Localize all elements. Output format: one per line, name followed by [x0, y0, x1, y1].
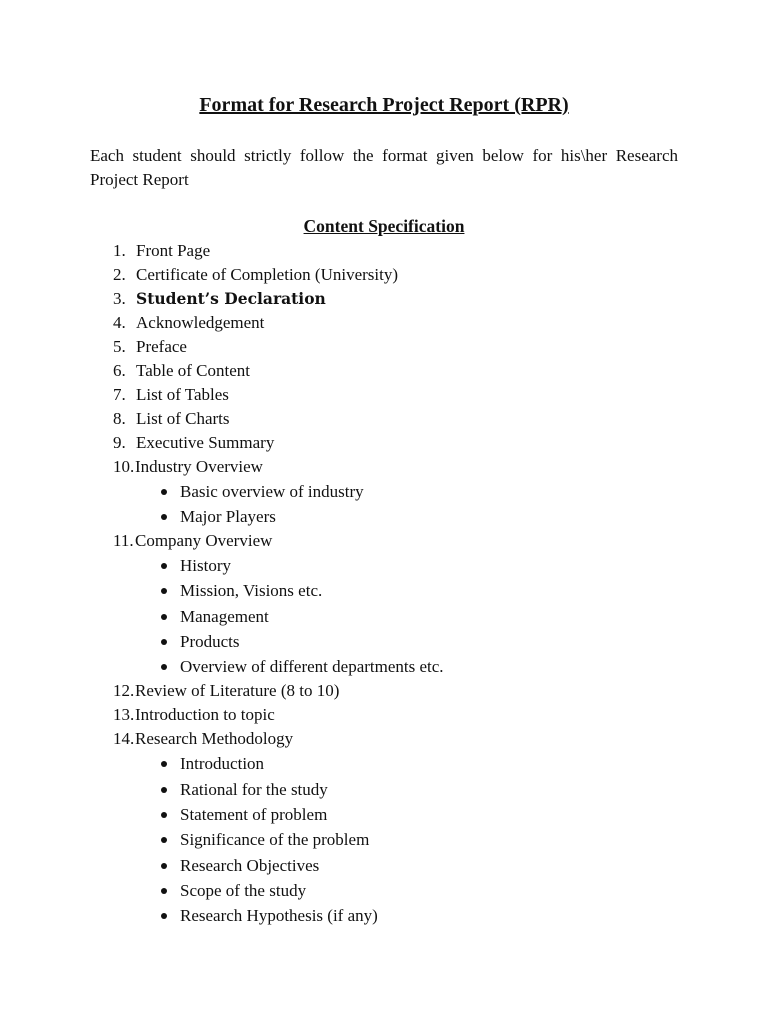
section-heading: Content Specification	[303, 216, 465, 236]
page-title: Format for Research Project Report (RPR)	[199, 94, 569, 116]
bullet-item: Mission, Visions etc.	[180, 581, 323, 600]
bullet-item: Research Objectives	[180, 856, 320, 875]
bullet-icon	[161, 639, 167, 645]
list-item-label: Review of Literature (8 to 10)	[135, 681, 340, 700]
list-item-label: List of Charts	[136, 409, 230, 428]
bullet-icon	[161, 812, 167, 818]
list-item-label: Preface	[136, 337, 187, 356]
bullet-item: Rational for the study	[180, 780, 328, 799]
list-item-number: 8.	[113, 409, 126, 428]
list-item-label: Student’s Declaration	[136, 289, 326, 308]
list-item-number: 7.	[113, 385, 126, 404]
list-item-number: 14.	[113, 729, 135, 748]
bullet-icon	[161, 514, 167, 520]
list-item-label: Industry Overview	[135, 457, 263, 476]
bullet-icon	[161, 837, 167, 843]
list-item-label: List of Tables	[136, 385, 229, 404]
bullet-item: Significance of the problem	[180, 830, 370, 849]
list-item-label: Certificate of Completion (University)	[136, 265, 399, 284]
list-item-number: 10.	[113, 457, 135, 476]
list-item-number: 6.	[113, 361, 126, 380]
bullet-item: Management	[180, 607, 269, 626]
list-item-number: 1.	[113, 241, 126, 260]
bullet-item: Introduction	[180, 754, 265, 773]
list-item-number: 2.	[113, 265, 126, 284]
list-item-label: Company Overview	[135, 531, 273, 550]
list-item-number: 5.	[113, 337, 126, 356]
list-item-number: 9.	[113, 433, 126, 452]
bullet-item: History	[180, 556, 231, 575]
list-item-number: 3.	[113, 289, 126, 308]
list-item-label: Table of Content	[136, 361, 251, 380]
list-item-label: Acknowledgement	[136, 313, 265, 332]
list-item-number: 4.	[113, 313, 126, 332]
bullet-icon	[161, 588, 167, 594]
bullet-item: Major Players	[180, 507, 276, 526]
intro-paragraph: Each student should strictly follow the format given below for his\her Research Project Report	[90, 146, 678, 189]
bullet-icon	[161, 888, 167, 894]
list-item-label: Introduction to topic	[135, 705, 275, 724]
bullet-icon	[161, 664, 167, 670]
bullet-item: Products	[180, 632, 240, 651]
bullet-icon	[161, 489, 167, 495]
bullet-item: Research Hypothesis (if any)	[180, 906, 378, 925]
list-item-label: Research Methodology	[135, 729, 294, 748]
list-item-label: Executive Summary	[136, 433, 275, 452]
bullet-icon	[161, 787, 167, 793]
bullet-item: Overview of different departments etc.	[180, 657, 444, 676]
bullet-icon	[161, 913, 167, 919]
bullet-icon	[161, 614, 167, 620]
bullet-item: Basic overview of industry	[180, 482, 364, 501]
list-item-label: Front Page	[136, 241, 211, 260]
bullet-icon	[161, 863, 167, 869]
bullet-item: Scope of the study	[180, 881, 307, 900]
list-item-number: 13.	[113, 705, 135, 724]
bullet-icon	[161, 761, 167, 767]
list-item-number: 11.	[113, 531, 134, 550]
bullet-item: Statement of problem	[180, 805, 328, 824]
list-item-number: 12.	[113, 681, 135, 700]
bullet-icon	[161, 563, 167, 569]
